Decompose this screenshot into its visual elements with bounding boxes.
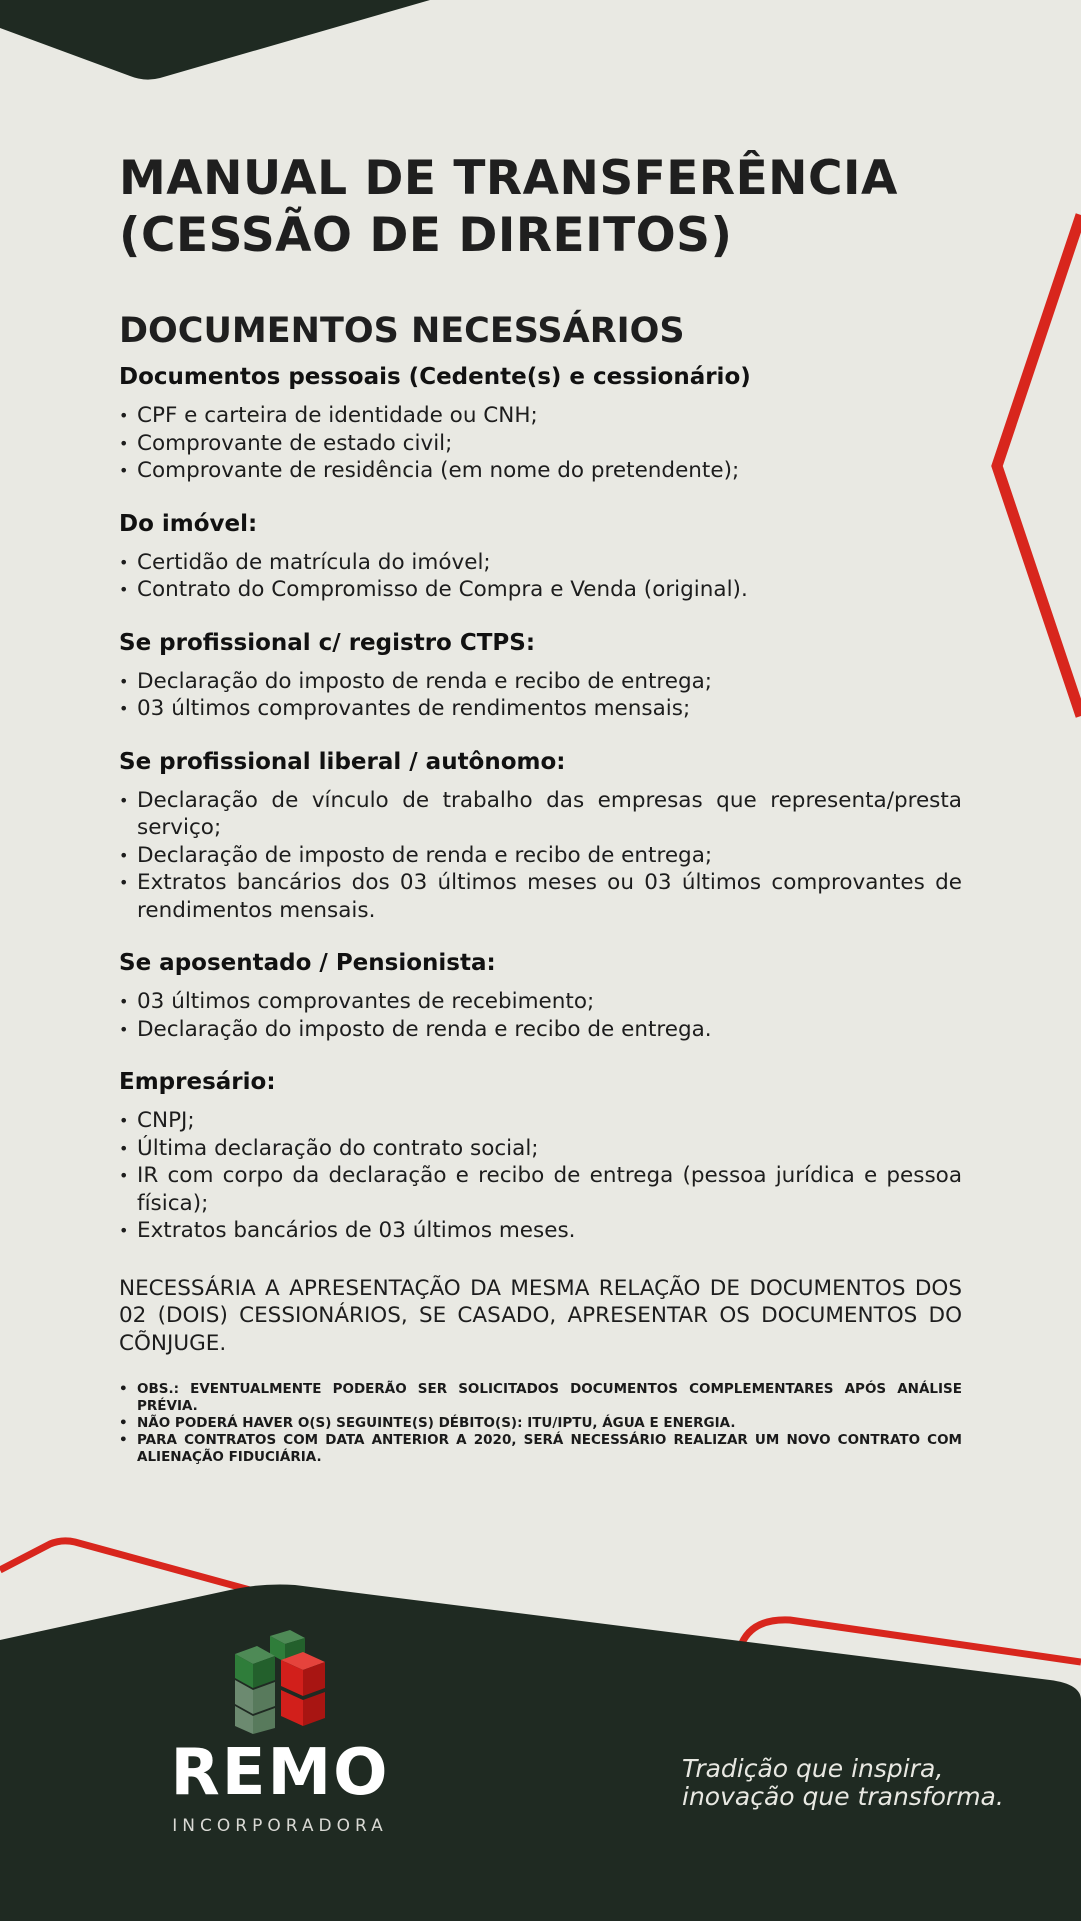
observation-item: • PARA CONTRATOS COM DATA ANTERIOR A 2020, SERÁ NECESSÁRIO REALIZAR UM NOVO CONTRATO COM ALIENAÇÃO FIDUCIÁRIA.	[119, 1432, 962, 1466]
list-item: • Declaração do imposto de renda e recibo de entrega.	[119, 1016, 962, 1044]
observation-item: • NÃO PODERÁ HAVER O(S) SEGUINTE(S) DÉBITO(S): ITU/IPTU, ÁGUA E ENERGIA.	[119, 1415, 962, 1432]
right-red-line	[997, 215, 1081, 716]
ctps-documents-list	[119, 668, 962, 723]
list-item: • CNPJ;	[119, 1107, 962, 1135]
observation-item: • OBS.: EVENTUALMENTE PODERÃO SER SOLICITADOS DOCUMENTOS COMPLEMENTARES APÓS ANÁLISE PRÉVIA.	[119, 1381, 962, 1415]
list-item: • 03 últimos comprovantes de recebimento;	[119, 988, 962, 1016]
brand-name: REMO	[170, 1736, 390, 1810]
list-item: • Extratos bancários dos 03 últimos meses ou 03 últimos comprovantes de rendimentos mensais.	[119, 869, 962, 924]
title-line-2: (CESSÃO DE DIREITOS)	[119, 208, 733, 263]
list-item: • Última declaração do contrato social;	[119, 1135, 962, 1163]
section-title-personal: Documentos pessoais (Cedente(s) e cessionário)	[119, 364, 751, 390]
liberal-documents-list	[119, 787, 962, 925]
documents-heading: DOCUMENTOS NECESSÁRIOS	[119, 311, 685, 351]
list-item: • CPF e carteira de identidade ou CNH;	[119, 402, 962, 430]
company-logo	[160, 1630, 400, 1836]
tagline-line-1: Tradição que inspira,	[682, 1754, 944, 1783]
business-documents-list	[119, 1107, 962, 1245]
brand-subtitle: INCORPORADORA	[172, 1816, 388, 1836]
list-item: • IR com corpo da declaração e recibo de entrega (pessoa jurídica e pessoa física);	[119, 1162, 962, 1217]
retired-documents-list	[119, 988, 962, 1043]
section-title-property: Do imóvel:	[119, 510, 258, 537]
section-title-ctps: Se profissional c/ registro CTPS:	[119, 629, 536, 656]
list-item: • Comprovante de estado civil;	[119, 430, 962, 458]
top-dark-shape	[0, 0, 430, 80]
cubes-logo-icon	[225, 1630, 335, 1734]
title-line-1: MANUAL DE TRANSFERÊNCIA	[119, 151, 898, 206]
observations-list	[119, 1381, 962, 1466]
list-item: • Declaração de vínculo de trabalho das empresas que representa/presta serviço;	[119, 787, 962, 842]
list-item: • Comprovante de residência (em nome do pretendente);	[119, 457, 962, 485]
personal-documents-list	[119, 402, 962, 485]
section-title-business: Empresário:	[119, 1069, 276, 1095]
list-item: • 03 últimos comprovantes de rendimentos mensais;	[119, 695, 962, 723]
section-title-liberal: Se profissional liberal / autônomo:	[119, 748, 566, 775]
page-title	[119, 150, 962, 264]
document-content	[119, 150, 962, 1466]
list-item: • Declaração do imposto de renda e recibo de entrega;	[119, 668, 962, 696]
section-title-retired: Se aposentado / Pensionista:	[119, 950, 496, 976]
list-item: • Contrato do Compromisso de Compra e Venda (original).	[119, 576, 962, 604]
list-item: • Declaração de imposto de renda e recibo de entrega;	[119, 842, 962, 870]
tagline	[682, 1755, 1004, 1811]
tagline-line-2: inovação que transforma.	[682, 1782, 1004, 1811]
list-item: • Certidão de matrícula do imóvel;	[119, 549, 962, 577]
property-documents-list	[119, 549, 962, 604]
list-item: • Extratos bancários de 03 últimos meses.	[119, 1217, 962, 1245]
spouse-note: NECESSÁRIA A APRESENTAÇÃO DA MESMA RELAÇÃO DE DOCUMENTOS DOS 02 (DOIS) CESSIONÁRIOS, SE CASADO, APRESENTAR OS DOCUMENTOS DO CÕNJUGE.	[119, 1275, 962, 1356]
